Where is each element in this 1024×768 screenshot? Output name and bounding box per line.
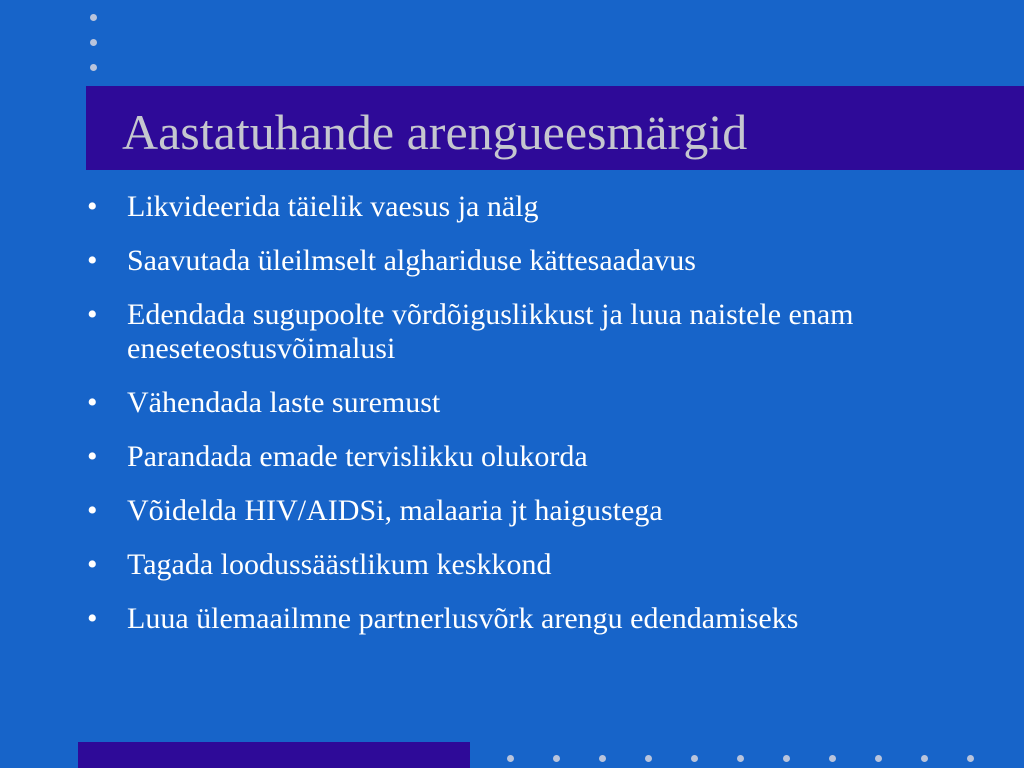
bullet-text: Saavutada üleilmselt alghariduse kättesaadavus xyxy=(127,244,696,277)
bullet-text: Tagada loodussäästlikum keskkond xyxy=(127,548,552,581)
decor-dot xyxy=(829,755,836,762)
decor-dot xyxy=(691,755,698,762)
decor-dot xyxy=(599,755,606,762)
bullet-icon: • xyxy=(87,548,98,581)
decor-dot xyxy=(553,755,560,762)
bottom-band xyxy=(78,742,470,768)
bullet-item xyxy=(86,494,986,528)
bullet-item xyxy=(86,298,986,366)
bullet-item xyxy=(86,386,986,420)
decor-dot xyxy=(645,755,652,762)
slide-title: Aastatuhande arengueesmärgid xyxy=(122,104,748,160)
bullet-item xyxy=(86,440,986,474)
bullet-text: Edendada sugupoolte võrdõiguslikkust ja luua naistele enam eneseteostusvõimalusi xyxy=(127,298,854,365)
decor-dot xyxy=(783,755,790,762)
bullet-item xyxy=(86,602,986,636)
bullet-icon: • xyxy=(87,244,98,277)
decor-dot xyxy=(507,755,514,762)
bullet-icon: • xyxy=(87,386,98,419)
bullet-item xyxy=(86,244,986,278)
bullet-item xyxy=(86,190,986,224)
bullet-text: Võidelda HIV/AIDSi, malaaria jt haigustega xyxy=(127,494,663,527)
bullet-icon: • xyxy=(87,440,98,473)
bullet-icon: • xyxy=(87,298,98,331)
decor-dot xyxy=(875,755,882,762)
bullet-icon: • xyxy=(87,494,98,527)
decor-dot xyxy=(737,755,744,762)
decor-dot xyxy=(90,39,97,46)
decor-dot xyxy=(921,755,928,762)
bullet-item xyxy=(86,548,986,582)
bullet-icon: • xyxy=(87,190,98,223)
bullet-icon: • xyxy=(87,602,98,635)
bullet-text: Likvideerida täielik vaesus ja nälg xyxy=(127,190,539,223)
bullet-text: Luua ülemaailmne partnerlusvõrk arengu edendamiseks xyxy=(127,602,799,635)
bullet-list xyxy=(86,190,986,656)
bullet-text: Parandada emade tervislikku olukorda xyxy=(127,440,588,473)
decor-dot xyxy=(90,14,97,21)
bullet-text: Vähendada laste suremust xyxy=(127,386,441,419)
decor-dot xyxy=(967,755,974,762)
decor-dot xyxy=(90,64,97,71)
